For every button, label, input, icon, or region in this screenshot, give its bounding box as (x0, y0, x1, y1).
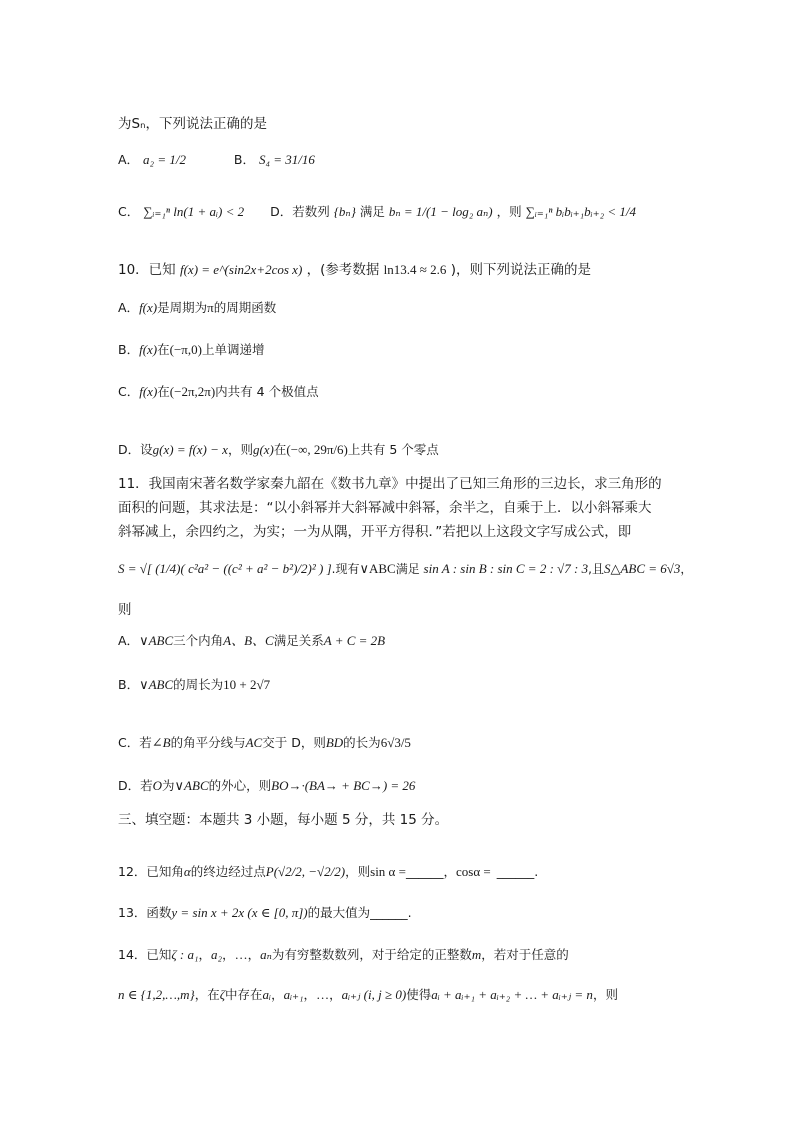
q11-b-value: 10 + 2√7 (223, 677, 271, 692)
q14-m: m (471, 947, 482, 962)
q14-ai1: aᵢ₊₁ (283, 987, 304, 1002)
q10-d-in: 在 (273, 442, 287, 457)
q10-reference: ln13.4 ≈ 2.6 (383, 262, 447, 277)
q11-formula-post: .现有 (331, 562, 360, 576)
q11-c-mid2: 交于 D，则 (262, 735, 326, 750)
q12-mid: 的终边经过点 (190, 864, 266, 879)
q11-a-rel: 满足关系 (273, 633, 324, 648)
q14-l2-use: 使得 (406, 987, 432, 1002)
q11-b-label: B． (118, 677, 140, 692)
q10-option-c (118, 382, 319, 400)
q13-blank: ______ (370, 905, 408, 920)
q14-l2-comma-3: ， (329, 987, 342, 1002)
q11-a-angles: A、B、C (223, 633, 274, 648)
q9-option-d-math: bₙ = 1/(1 − log₂ aₙ) (388, 204, 493, 219)
q9-options-ab (118, 150, 315, 168)
q11-cond-end: ， (680, 562, 693, 576)
q10-d-then: ，则 (227, 442, 253, 457)
q11-d-equation: BO→·(BA→ + BC→) = 26 (271, 778, 416, 793)
q10-b-mid: 在 (157, 342, 170, 357)
q10-d-label: D．设 (118, 442, 153, 457)
q11-formula-line (118, 560, 692, 577)
q14-comma-3: ， (247, 947, 261, 962)
q14-l2-end: ，则 (592, 987, 618, 1002)
q10-stem (118, 258, 591, 278)
q9-option-d-sum: ∑ᵢ₌₁ⁿ bᵢbᵢ₊₁bᵢ₊₂ < 1/4 (525, 204, 636, 219)
q11-stem-line1: 11．我国南宋著名数学家秦九韶在《数书九章》中提出了已知三角形的三边长，求三角形的 (118, 476, 662, 492)
q14-ai: aᵢ (262, 987, 272, 1002)
q10-c-mid: 在 (157, 384, 170, 399)
q11-then: 则 (118, 602, 132, 618)
q11-stem-line3: 斜幂减上，余四约之，为实；一为从隅，开平方得积．”若把以上这段文字写成公式，即 (118, 524, 632, 540)
q13-function: y = sin x + 2x (x ∈ [0, π]) (171, 905, 308, 920)
q11-c-value: 6√3/5 (380, 735, 411, 750)
q14-comma-1: ， (198, 947, 212, 962)
q11-option-a (118, 630, 385, 649)
q10-c-post: 内共有 4 个极值点 (215, 384, 319, 399)
q12-alpha: α (183, 864, 191, 879)
q11-triangle: ∨ABC (359, 561, 396, 576)
q10-d-g-def: g(x) = f(x) − x (152, 442, 228, 457)
q10-stem-post: )，则下列说法正确的是 (450, 262, 591, 278)
q14-dots: … (234, 947, 248, 962)
q12-blank-2: ______ (496, 864, 535, 879)
q11-d-o: O (152, 778, 163, 793)
q9-option-a-math: a₂ = 1/2 (143, 152, 186, 167)
q11-c-label: C．若 (118, 735, 152, 750)
q14-line1 (118, 945, 569, 963)
q11-c-post: 的长为 (343, 735, 381, 750)
q11-a-tri: ∨ABC (139, 633, 174, 648)
q11-d-label: D．若 (118, 778, 153, 793)
q14-seq: ζ : a₁ (171, 947, 199, 962)
q9-option-b-label: B． (233, 152, 255, 167)
q14-l2-comma-2: ， (303, 987, 317, 1002)
q9-option-d-pre: D．若数列 (270, 204, 330, 219)
q11-b-mid: 的周长为 (173, 677, 224, 692)
q11-c-mid: 的角平分线与 (170, 735, 246, 750)
q11-option-b (118, 675, 270, 693)
q11-area: S△ABC = 6√3 (603, 561, 681, 576)
q10-d-gx: g(x) (252, 442, 274, 457)
q12-sep: ， (443, 864, 456, 879)
q12-pre: 12．已知角 (118, 864, 184, 879)
q10-d-interval: (−∞, 29π/6) (286, 442, 348, 457)
q14-pre: 14．已知 (118, 947, 172, 962)
q11-a-eq: A + C = 2B (323, 633, 386, 648)
q9-option-a-label: A． (118, 152, 140, 167)
q9-stem-tail: 为Sₙ，下列说法正确的是 (118, 116, 267, 132)
q9-option-b-math: S₄ = 31/16 (258, 152, 315, 167)
q11-c-ac: AC (245, 735, 263, 750)
q11-d-mid: 为 (162, 778, 175, 793)
q10-a-f: f(x) (139, 300, 158, 315)
q10-option-b (118, 340, 264, 358)
q11-cond-mid: 满足 (395, 562, 420, 576)
q12-end: . (534, 864, 539, 879)
q14-sum: aᵢ + aᵢ₊₁ + aᵢ₊₂ + … + aᵢ₊ⱼ = n (431, 987, 593, 1002)
q11-option-d (118, 776, 415, 794)
q9-option-c-math: ∑ᵢ₌₁ⁿ ln(1 + aᵢ) < 2 (143, 204, 245, 219)
q11-b-tri: ∨ABC (139, 677, 174, 692)
q9-option-d-then: ，则 (496, 204, 522, 219)
q14-post: 为有穷整数数列，对于给定的正整数 (271, 947, 472, 962)
q11-ratio: sin A : sin B : sin C = 2 : √7 : 3 (423, 561, 589, 576)
q14-a2: a₂ (211, 947, 223, 962)
q14-zeta: ζ (219, 987, 225, 1002)
q14-l2-comma-1: ， (271, 987, 284, 1002)
q10-option-d (118, 440, 439, 458)
q11-a-mid: 三个内角 (173, 633, 224, 648)
q11-a-label: A． (118, 633, 140, 648)
q11-formula: S = √[ (1/4)( c²a² − ((c² + a² − b²)/2)² ) ] (118, 561, 332, 576)
q13-pre: 13．函数 (118, 905, 172, 920)
q11-cond-and: ,且 (588, 562, 604, 576)
q10-c-interval: (−2π,2π) (169, 384, 216, 399)
q14-l2-dots: … (316, 987, 330, 1002)
q9-option-d-mid: 满足 (359, 204, 385, 219)
q10-d-post: 上共有 5 个零点 (347, 442, 439, 457)
q14-line2 (118, 985, 618, 1003)
q10-b-post: 上单调递增 (201, 342, 265, 357)
q10-b-f: f(x) (139, 342, 158, 357)
q10-function: f(x) = e^(sin2x+2cos x) (179, 262, 303, 277)
q11-c-bd: BD (325, 735, 344, 750)
q10-b-interval: (−π,0) (169, 342, 202, 357)
q14-n-set: n ∈ {1,2,…,m} (118, 987, 195, 1002)
q10-a-mid: 是周期为 (157, 300, 208, 315)
q10-option-a (118, 298, 276, 316)
q12-cos: cosα = (455, 864, 491, 879)
q14-an: aₙ (260, 947, 272, 962)
q13-end: . (407, 905, 412, 920)
q13 (118, 903, 412, 921)
q14-l2-c: ，在 (194, 987, 220, 1002)
q13-post: 的最大值为 (307, 905, 371, 920)
q11-d-tri: ∨ABC (174, 778, 209, 793)
q12-then: ，则 (345, 864, 371, 879)
q10-stem-pre: 10．已知 (118, 262, 176, 278)
q9-options-cd (118, 202, 636, 220)
q12-point: P(√2/2, −√2/2) (265, 864, 346, 879)
q12 (118, 862, 538, 880)
q14-l2-mid: 中存在 (225, 987, 263, 1002)
q10-a-post: 的周期函数 (213, 300, 277, 315)
q10-a-label: A． (118, 300, 140, 315)
q10-a-pi: π (207, 300, 214, 315)
q10-c-f: f(x) (139, 384, 158, 399)
q11-option-c (118, 733, 411, 751)
q10-b-label: B． (118, 342, 140, 357)
q11-stem-line2: 面积的问题，其求法是：“以小斜幂并大斜幂减中斜幂，余半之，自乘于上．以小斜幂乘大 (118, 500, 652, 516)
q11-c-angle: ∠B (151, 735, 171, 750)
q14-aij: aᵢ₊ⱼ (i, j ≥ 0) (341, 987, 407, 1002)
q14-comma-2: ， (222, 947, 235, 962)
q9-option-d-set: {bₙ} (333, 204, 356, 219)
section-3-heading: 三、填空题：本题共 3 小题，每小题 5 分，共 15 分。 (118, 812, 449, 828)
q11-d-mid2: 的外心，则 (208, 778, 272, 793)
q10-stem-mid: ，(参考数据 (306, 262, 380, 278)
q14-post2: ，若对于任意的 (481, 947, 569, 962)
q12-blank-1: ______ (405, 864, 444, 879)
q12-sin: sin α = (370, 864, 406, 879)
q10-c-label: C． (118, 384, 140, 399)
q9-option-c-label: C． (118, 204, 140, 219)
